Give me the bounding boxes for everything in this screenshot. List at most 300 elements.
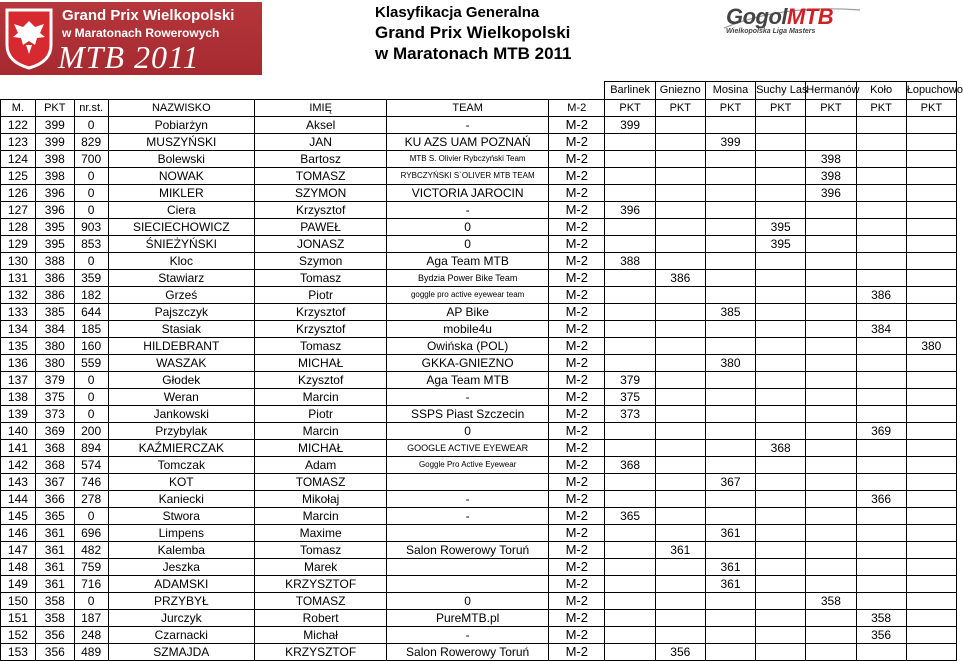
cell-place: 148 bbox=[1, 559, 36, 576]
title-line-2: Grand Prix Wielkopolski bbox=[375, 23, 571, 42]
cell-surname: Ciera bbox=[108, 202, 255, 219]
table-row bbox=[1, 457, 957, 474]
cell-first-name: JAN bbox=[255, 134, 387, 151]
page-title bbox=[375, 4, 605, 64]
cell-start-number: 0 bbox=[74, 202, 108, 219]
cell-place: 136 bbox=[1, 355, 36, 372]
cell-start-number: 0 bbox=[74, 508, 108, 525]
cell-pkt-barlinek bbox=[605, 542, 655, 559]
cell-pkt-mosina bbox=[705, 457, 755, 474]
cell-place: 122 bbox=[1, 117, 36, 134]
cell-start-number: 700 bbox=[74, 151, 108, 168]
cell-points: 395 bbox=[35, 236, 74, 253]
table-row bbox=[1, 321, 957, 338]
cell-pkt-lopuchowo bbox=[906, 457, 956, 474]
cell-pkt-gniezno bbox=[655, 185, 705, 202]
cell-pkt-kolo: 366 bbox=[856, 491, 906, 508]
cell-pkt-lopuchowo bbox=[906, 185, 956, 202]
cell-pkt-kolo bbox=[856, 525, 906, 542]
cell-first-name: Kzysztof bbox=[255, 372, 387, 389]
cell-pkt-hermanow bbox=[806, 610, 856, 627]
cell-pkt-lopuchowo bbox=[906, 253, 956, 270]
cell-pkt-lopuchowo bbox=[906, 151, 956, 168]
cell-pkt-barlinek bbox=[605, 270, 655, 287]
cell-pkt-lopuchowo bbox=[906, 304, 956, 321]
cell-pkt-hermanow: 398 bbox=[806, 168, 856, 185]
cell-pkt-hermanow: 358 bbox=[806, 593, 856, 610]
cell-first-name: Tomasz bbox=[255, 542, 387, 559]
cell-pkt-lopuchowo bbox=[906, 627, 956, 644]
cell-first-name: Marcin bbox=[255, 423, 387, 440]
cell-first-name: TOMASZ bbox=[255, 593, 387, 610]
table-row bbox=[1, 593, 957, 610]
cell-points: 367 bbox=[35, 474, 74, 491]
cell-team: 0 bbox=[387, 219, 549, 236]
cell-category: M-2 bbox=[549, 559, 605, 576]
cell-place: 149 bbox=[1, 576, 36, 593]
cell-surname: Stawiarz bbox=[108, 270, 255, 287]
cell-start-number: 482 bbox=[74, 542, 108, 559]
cell-surname: Bolewski bbox=[108, 151, 255, 168]
cell-pkt-gniezno bbox=[655, 219, 705, 236]
cell-pkt-suchy-las bbox=[756, 542, 806, 559]
cell-start-number: 903 bbox=[74, 219, 108, 236]
cell-first-name: MICHAŁ bbox=[255, 440, 387, 457]
cell-place: 135 bbox=[1, 338, 36, 355]
table-row bbox=[1, 508, 957, 525]
cell-pkt-gniezno bbox=[655, 474, 705, 491]
cell-points: 384 bbox=[35, 321, 74, 338]
cell-surname: Pajszczyk bbox=[108, 304, 255, 321]
cell-pkt-barlinek bbox=[605, 219, 655, 236]
col-header-start-number: nr.st. bbox=[74, 100, 108, 117]
cell-points: 386 bbox=[35, 287, 74, 304]
cell-category: M-2 bbox=[549, 304, 605, 321]
cell-pkt-mosina bbox=[705, 219, 755, 236]
cell-pkt-mosina bbox=[705, 491, 755, 508]
cell-start-number: 0 bbox=[74, 185, 108, 202]
cell-first-name: Krzysztof bbox=[255, 202, 387, 219]
cell-surname: NOWAK bbox=[108, 168, 255, 185]
cell-first-name: Tomasz bbox=[255, 338, 387, 355]
cell-start-number: 0 bbox=[74, 406, 108, 423]
cell-team: - bbox=[387, 627, 549, 644]
cell-place: 134 bbox=[1, 321, 36, 338]
cell-points: 369 bbox=[35, 423, 74, 440]
cell-pkt-barlinek bbox=[605, 134, 655, 151]
brand-name: Gogol bbox=[726, 4, 788, 29]
cell-first-name: MICHAŁ bbox=[255, 355, 387, 372]
cell-first-name: TOMASZ bbox=[255, 168, 387, 185]
col-header-pkt-kolo: PKT bbox=[856, 100, 906, 117]
cell-pkt-kolo bbox=[856, 559, 906, 576]
cell-place: 152 bbox=[1, 627, 36, 644]
cell-surname: Czarnacki bbox=[108, 627, 255, 644]
table-row bbox=[1, 559, 957, 576]
cell-team: Salon Rowerowy Toruń bbox=[387, 542, 549, 559]
cell-pkt-suchy-las: 395 bbox=[756, 236, 806, 253]
cell-pkt-kolo bbox=[856, 593, 906, 610]
cell-pkt-kolo bbox=[856, 440, 906, 457]
cell-start-number: 644 bbox=[74, 304, 108, 321]
cell-surname: Jankowski bbox=[108, 406, 255, 423]
cell-pkt-suchy-las bbox=[756, 389, 806, 406]
cell-team: GOOGLE ACTIVE EYEWEAR bbox=[387, 440, 549, 457]
cell-pkt-hermanow bbox=[806, 474, 856, 491]
cell-start-number: 0 bbox=[74, 372, 108, 389]
cell-category: M-2 bbox=[549, 627, 605, 644]
cell-pkt-hermanow bbox=[806, 508, 856, 525]
cell-surname: Weran bbox=[108, 389, 255, 406]
cell-points: 375 bbox=[35, 389, 74, 406]
cell-category: M-2 bbox=[549, 338, 605, 355]
cell-pkt-hermanow bbox=[806, 338, 856, 355]
cell-surname: ŚNIEŻYŃSKI bbox=[108, 236, 255, 253]
cell-pkt-hermanow bbox=[806, 644, 856, 661]
cell-pkt-barlinek: 388 bbox=[605, 253, 655, 270]
cell-pkt-suchy-las bbox=[756, 185, 806, 202]
cell-category: M-2 bbox=[549, 542, 605, 559]
cell-pkt-lopuchowo bbox=[906, 542, 956, 559]
cell-first-name: Bartosz bbox=[255, 151, 387, 168]
cell-pkt-lopuchowo bbox=[906, 559, 956, 576]
cell-points: 399 bbox=[35, 117, 74, 134]
cell-category: M-2 bbox=[549, 219, 605, 236]
cell-first-name: Mikołaj bbox=[255, 491, 387, 508]
cell-pkt-suchy-las bbox=[756, 508, 806, 525]
cell-pkt-suchy-las bbox=[756, 270, 806, 287]
cell-points: 379 bbox=[35, 372, 74, 389]
cell-category: M-2 bbox=[549, 185, 605, 202]
cell-pkt-gniezno: 386 bbox=[655, 270, 705, 287]
cell-pkt-suchy-las bbox=[756, 423, 806, 440]
results-table bbox=[0, 81, 963, 661]
cell-pkt-barlinek bbox=[605, 338, 655, 355]
cell-pkt-hermanow bbox=[806, 219, 856, 236]
cell-pkt-suchy-las bbox=[756, 627, 806, 644]
cell-first-name: Marcin bbox=[255, 389, 387, 406]
cell-pkt-kolo bbox=[856, 406, 906, 423]
cell-pkt-hermanow bbox=[806, 287, 856, 304]
cell-pkt-gniezno bbox=[655, 372, 705, 389]
cell-first-name: Piotr bbox=[255, 287, 387, 304]
cell-points: 358 bbox=[35, 593, 74, 610]
col-header-surname: NAZWISKO bbox=[108, 100, 255, 117]
table-row bbox=[1, 287, 957, 304]
header-spacer bbox=[1, 82, 605, 100]
cell-pkt-lopuchowo bbox=[906, 236, 956, 253]
cell-start-number: 187 bbox=[74, 610, 108, 627]
cell-place: 126 bbox=[1, 185, 36, 202]
cell-team: 0 bbox=[387, 593, 549, 610]
cell-start-number: 0 bbox=[74, 117, 108, 134]
table-row bbox=[1, 474, 957, 491]
cell-team: goggle pro active eyewear team bbox=[387, 287, 549, 304]
cell-pkt-suchy-las bbox=[756, 406, 806, 423]
cell-team bbox=[387, 474, 549, 491]
table-row bbox=[1, 304, 957, 321]
cell-start-number: 746 bbox=[74, 474, 108, 491]
cell-pkt-barlinek bbox=[605, 236, 655, 253]
cell-pkt-mosina: 361 bbox=[705, 576, 755, 593]
cell-surname: Przybylak bbox=[108, 423, 255, 440]
cell-points: 356 bbox=[35, 644, 74, 661]
cell-pkt-mosina bbox=[705, 151, 755, 168]
cell-pkt-gniezno bbox=[655, 117, 705, 134]
cell-surname: Kaniecki bbox=[108, 491, 255, 508]
cell-pkt-gniezno bbox=[655, 610, 705, 627]
cell-category: M-2 bbox=[549, 508, 605, 525]
cell-pkt-suchy-las: 395 bbox=[756, 219, 806, 236]
race-header-hermanow: Hermanów bbox=[806, 82, 856, 100]
col-header-pkt-hermanow: PKT bbox=[806, 100, 856, 117]
cell-pkt-suchy-las bbox=[756, 338, 806, 355]
cell-points: 358 bbox=[35, 610, 74, 627]
cell-team bbox=[387, 525, 549, 542]
cell-category: M-2 bbox=[549, 610, 605, 627]
cell-pkt-suchy-las bbox=[756, 134, 806, 151]
cell-start-number: 359 bbox=[74, 270, 108, 287]
cell-pkt-kolo bbox=[856, 508, 906, 525]
table-row bbox=[1, 185, 957, 202]
cell-pkt-barlinek bbox=[605, 287, 655, 304]
cell-first-name: KRZYSZTOF bbox=[255, 576, 387, 593]
cell-place: 124 bbox=[1, 151, 36, 168]
cell-place: 153 bbox=[1, 644, 36, 661]
logo-year: MTB 2011 bbox=[58, 39, 200, 75]
cell-category: M-2 bbox=[549, 321, 605, 338]
cell-category: M-2 bbox=[549, 474, 605, 491]
cell-pkt-gniezno bbox=[655, 559, 705, 576]
cell-pkt-mosina bbox=[705, 236, 755, 253]
col-header-pkt-lopuchowo: PKT bbox=[906, 100, 956, 117]
cell-place: 141 bbox=[1, 440, 36, 457]
table-row bbox=[1, 542, 957, 559]
table-row bbox=[1, 338, 957, 355]
cell-pkt-suchy-las bbox=[756, 304, 806, 321]
cell-team: MTB S. Olivier Rybczyński Team bbox=[387, 151, 549, 168]
cell-team: - bbox=[387, 491, 549, 508]
results-body bbox=[1, 117, 957, 661]
cell-pkt-gniezno bbox=[655, 168, 705, 185]
cell-pkt-lopuchowo bbox=[906, 134, 956, 151]
cell-team: 0 bbox=[387, 236, 549, 253]
col-header-pkt-suchy-las: PKT bbox=[756, 100, 806, 117]
cell-pkt-barlinek bbox=[605, 525, 655, 542]
cell-pkt-kolo: 369 bbox=[856, 423, 906, 440]
table-row bbox=[1, 627, 957, 644]
cell-pkt-kolo bbox=[856, 355, 906, 372]
cell-start-number: 716 bbox=[74, 576, 108, 593]
col-header-pkt-mosina: PKT bbox=[705, 100, 755, 117]
cell-category: M-2 bbox=[549, 372, 605, 389]
cell-start-number: 0 bbox=[74, 593, 108, 610]
cell-surname: WASZAK bbox=[108, 355, 255, 372]
cell-first-name: Robert bbox=[255, 610, 387, 627]
cell-first-name: SZYMON bbox=[255, 185, 387, 202]
cell-pkt-mosina bbox=[705, 593, 755, 610]
cell-pkt-suchy-las bbox=[756, 559, 806, 576]
table-row bbox=[1, 423, 957, 440]
cell-points: 399 bbox=[35, 134, 74, 151]
cell-pkt-barlinek bbox=[605, 355, 655, 372]
cell-pkt-kolo bbox=[856, 542, 906, 559]
cell-pkt-barlinek bbox=[605, 423, 655, 440]
table-row bbox=[1, 576, 957, 593]
cell-category: M-2 bbox=[549, 270, 605, 287]
cell-pkt-kolo bbox=[856, 236, 906, 253]
cell-pkt-hermanow bbox=[806, 321, 856, 338]
cell-pkt-barlinek: 396 bbox=[605, 202, 655, 219]
cell-pkt-lopuchowo bbox=[906, 372, 956, 389]
cell-points: 388 bbox=[35, 253, 74, 270]
cell-pkt-gniezno bbox=[655, 576, 705, 593]
title-line-1: Klasyfikacja Generalna bbox=[375, 4, 540, 21]
cell-pkt-gniezno bbox=[655, 202, 705, 219]
cell-pkt-barlinek: 399 bbox=[605, 117, 655, 134]
cell-first-name: Aksel bbox=[255, 117, 387, 134]
table-row bbox=[1, 525, 957, 542]
cell-pkt-mosina: 361 bbox=[705, 525, 755, 542]
cell-points: 398 bbox=[35, 151, 74, 168]
cell-pkt-barlinek bbox=[605, 644, 655, 661]
cell-pkt-hermanow: 396 bbox=[806, 185, 856, 202]
cell-pkt-barlinek bbox=[605, 185, 655, 202]
cell-pkt-mosina: 385 bbox=[705, 304, 755, 321]
cell-surname: KOT bbox=[108, 474, 255, 491]
cell-category: M-2 bbox=[549, 134, 605, 151]
cell-category: M-2 bbox=[549, 236, 605, 253]
cell-pkt-mosina bbox=[705, 253, 755, 270]
cell-first-name: PAWEŁ bbox=[255, 219, 387, 236]
cell-pkt-lopuchowo: 380 bbox=[906, 338, 956, 355]
table-row bbox=[1, 270, 957, 287]
col-header-place: M. bbox=[1, 100, 36, 117]
cell-start-number: 696 bbox=[74, 525, 108, 542]
cell-pkt-barlinek bbox=[605, 593, 655, 610]
cell-team: SSPS Piast Szczecin bbox=[387, 406, 549, 423]
cell-pkt-suchy-las bbox=[756, 202, 806, 219]
column-header-row bbox=[1, 100, 957, 117]
cell-category: M-2 bbox=[549, 593, 605, 610]
cell-start-number: 200 bbox=[74, 423, 108, 440]
cell-pkt-kolo bbox=[856, 457, 906, 474]
cell-place: 131 bbox=[1, 270, 36, 287]
cell-place: 142 bbox=[1, 457, 36, 474]
cell-place: 130 bbox=[1, 253, 36, 270]
cell-team: mobile4u bbox=[387, 321, 549, 338]
cell-pkt-kolo bbox=[856, 372, 906, 389]
cell-team: Aga Team MTB bbox=[387, 372, 549, 389]
cell-first-name: Krzysztof bbox=[255, 304, 387, 321]
cell-pkt-mosina bbox=[705, 389, 755, 406]
logo-subtitle: w Maratonach Rowerowych bbox=[62, 26, 220, 40]
cell-place: 139 bbox=[1, 406, 36, 423]
cell-first-name: Szymon bbox=[255, 253, 387, 270]
cell-surname: HILDEBRANT bbox=[108, 338, 255, 355]
cell-start-number: 278 bbox=[74, 491, 108, 508]
cell-surname: KAŹMIERCZAK bbox=[108, 440, 255, 457]
cell-pkt-gniezno bbox=[655, 440, 705, 457]
logo-tagline: Wielkopolska Liga Masters bbox=[726, 28, 816, 35]
cell-start-number: 759 bbox=[74, 559, 108, 576]
wielkopolska-eagle-icon bbox=[4, 7, 54, 70]
cell-first-name: JONASZ bbox=[255, 236, 387, 253]
cell-start-number: 489 bbox=[74, 644, 108, 661]
cell-pkt-hermanow: 398 bbox=[806, 151, 856, 168]
cell-place: 132 bbox=[1, 287, 36, 304]
cell-pkt-kolo bbox=[856, 644, 906, 661]
cell-team bbox=[387, 559, 549, 576]
cell-pkt-gniezno bbox=[655, 338, 705, 355]
cell-start-number: 0 bbox=[74, 168, 108, 185]
cell-pkt-gniezno bbox=[655, 151, 705, 168]
cell-pkt-barlinek: 368 bbox=[605, 457, 655, 474]
cell-category: M-2 bbox=[549, 440, 605, 457]
cell-first-name: Marcin bbox=[255, 508, 387, 525]
cell-category: M-2 bbox=[549, 457, 605, 474]
cell-pkt-mosina: 380 bbox=[705, 355, 755, 372]
cell-team: GKKA-GNIEZNO bbox=[387, 355, 549, 372]
cell-pkt-lopuchowo bbox=[906, 321, 956, 338]
cell-pkt-hermanow bbox=[806, 406, 856, 423]
cell-surname: Limpens bbox=[108, 525, 255, 542]
table-row bbox=[1, 355, 957, 372]
cell-pkt-lopuchowo bbox=[906, 270, 956, 287]
cell-surname: Tomczak bbox=[108, 457, 255, 474]
cell-place: 147 bbox=[1, 542, 36, 559]
table-row bbox=[1, 219, 957, 236]
cell-start-number: 182 bbox=[74, 287, 108, 304]
cell-surname: Kloc bbox=[108, 253, 255, 270]
cell-pkt-kolo bbox=[856, 576, 906, 593]
cell-pkt-gniezno bbox=[655, 287, 705, 304]
cell-pkt-mosina bbox=[705, 270, 755, 287]
cell-pkt-lopuchowo bbox=[906, 406, 956, 423]
col-header-team: TEAM bbox=[387, 100, 549, 117]
cell-start-number: 559 bbox=[74, 355, 108, 372]
cell-team: AP Bike bbox=[387, 304, 549, 321]
cell-pkt-mosina bbox=[705, 202, 755, 219]
cell-pkt-hermanow bbox=[806, 270, 856, 287]
cell-surname: Pobiarżyn bbox=[108, 117, 255, 134]
cell-category: M-2 bbox=[549, 406, 605, 423]
cell-pkt-mosina bbox=[705, 627, 755, 644]
race-header-lopuchowo: Łopuchowo bbox=[906, 82, 956, 100]
cell-pkt-lopuchowo bbox=[906, 355, 956, 372]
cell-surname: Stwora bbox=[108, 508, 255, 525]
cell-pkt-hermanow bbox=[806, 117, 856, 134]
cell-pkt-lopuchowo bbox=[906, 491, 956, 508]
cell-pkt-lopuchowo bbox=[906, 508, 956, 525]
cell-category: M-2 bbox=[549, 525, 605, 542]
cell-pkt-barlinek bbox=[605, 627, 655, 644]
race-header-suchy-las: Suchy Las bbox=[756, 82, 806, 100]
cell-pkt-suchy-las bbox=[756, 355, 806, 372]
cell-pkt-kolo bbox=[856, 202, 906, 219]
cell-first-name: Marek bbox=[255, 559, 387, 576]
cell-category: M-2 bbox=[549, 576, 605, 593]
cell-pkt-hermanow bbox=[806, 134, 856, 151]
cell-points: 361 bbox=[35, 576, 74, 593]
col-header-pkt-barlinek: PKT bbox=[605, 100, 655, 117]
cell-pkt-mosina bbox=[705, 321, 755, 338]
race-header-row bbox=[1, 82, 957, 100]
cell-pkt-hermanow bbox=[806, 202, 856, 219]
cell-pkt-gniezno bbox=[655, 253, 705, 270]
cell-pkt-barlinek bbox=[605, 474, 655, 491]
cell-pkt-kolo bbox=[856, 117, 906, 134]
